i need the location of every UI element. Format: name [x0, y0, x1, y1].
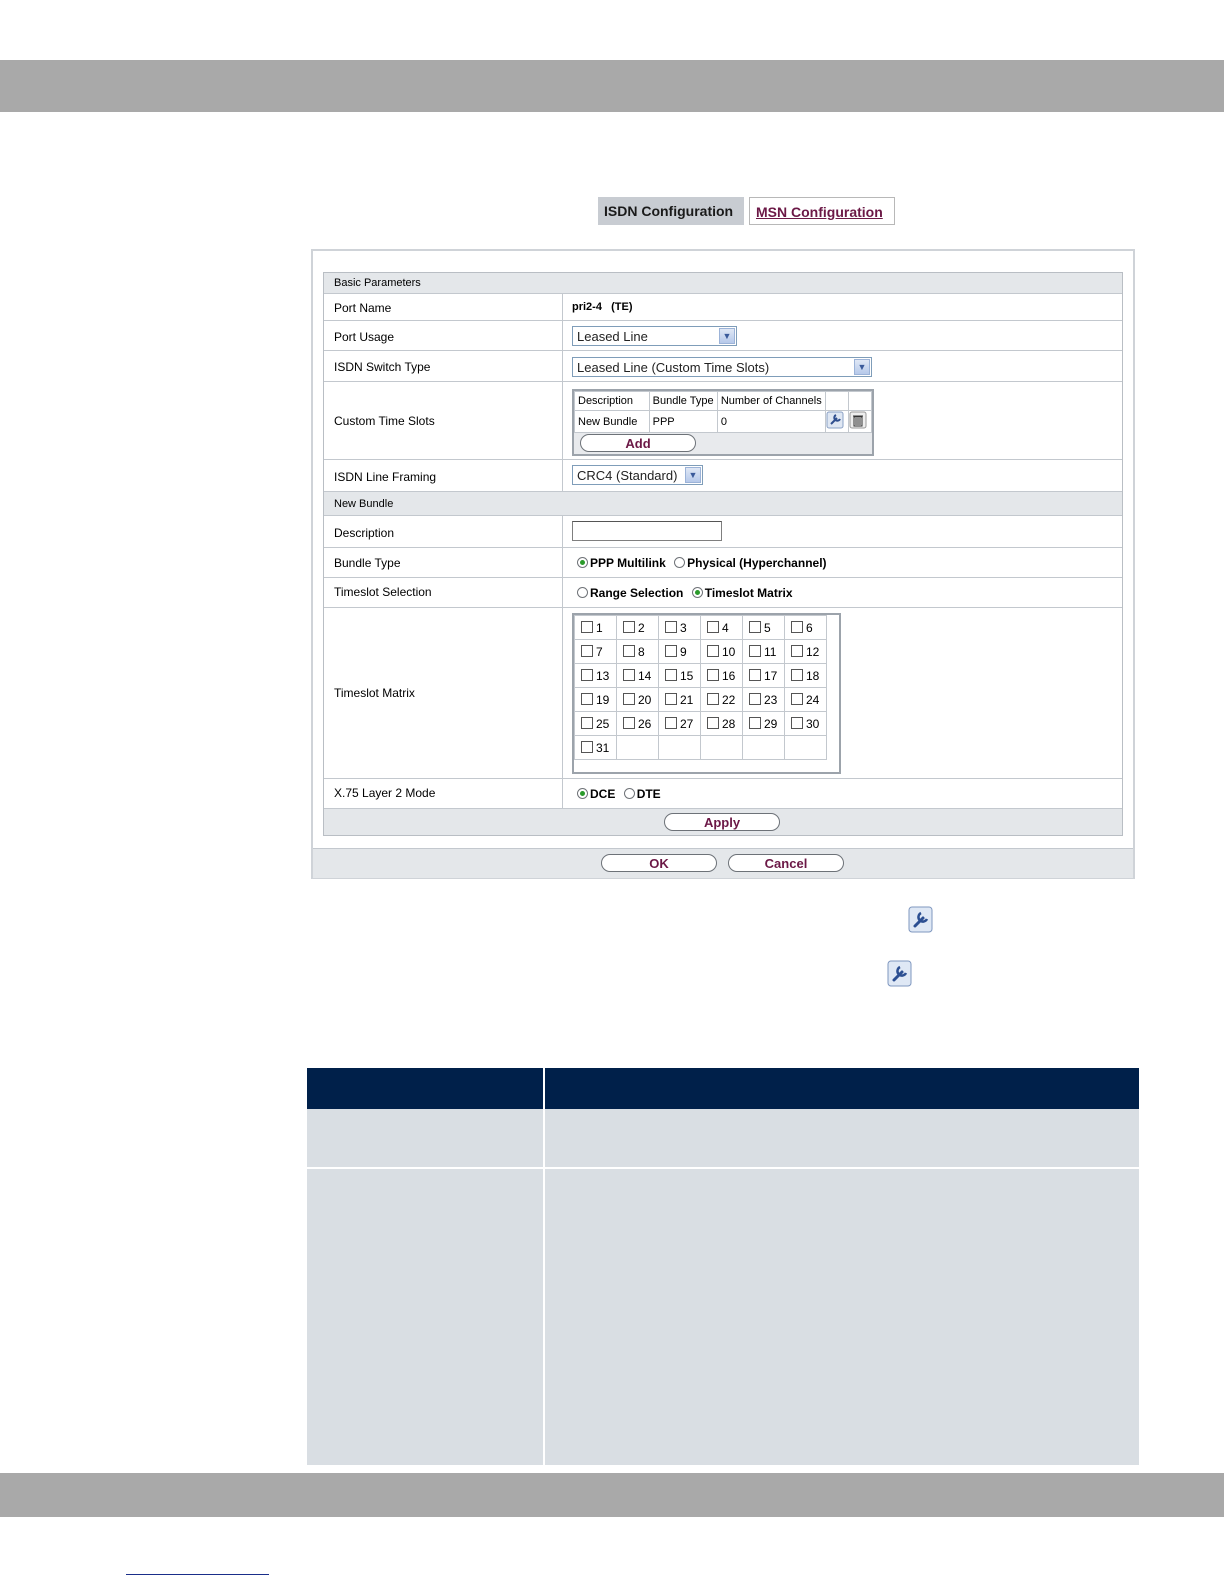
ppp-multilink-label: PPP Multilink — [590, 556, 666, 570]
timeslot-cell — [575, 712, 617, 736]
timeslot-cell — [743, 640, 785, 664]
timeslot-cell — [659, 688, 701, 712]
dte-label: DTE — [636, 787, 661, 801]
timeslot-cell — [659, 616, 701, 640]
timeslot-label: 23 — [764, 692, 778, 707]
wrench-edit-icon — [887, 960, 912, 987]
row-port-name — [324, 294, 1122, 321]
tab-isdn-configuration[interactable]: ISDN Configuration — [598, 197, 744, 225]
timeslot-cell — [701, 616, 743, 640]
edit-icon[interactable] — [826, 411, 844, 429]
physical-hyperchannel-radio[interactable] — [674, 557, 685, 568]
empty-cell — [785, 736, 827, 760]
port-name-value: pri2-4 (TE) — [572, 301, 633, 313]
range-selection-radio[interactable] — [577, 587, 588, 598]
column-header: Description — [575, 392, 650, 411]
apply-button[interactable]: Apply — [664, 813, 780, 831]
row-description — [324, 516, 1122, 548]
timeslot-label: 22 — [722, 692, 736, 707]
timeslot-label: 3 — [680, 620, 687, 635]
timeslot-cell — [743, 664, 785, 688]
top-band — [0, 60, 1224, 112]
timeslot-checkbox[interactable] — [749, 645, 761, 657]
timeslot-cell — [743, 616, 785, 640]
timeslot-checkbox[interactable] — [623, 645, 635, 657]
x75-layer2-mode-label: X.75 Layer 2 Mode — [334, 786, 436, 800]
dte-radio[interactable] — [624, 788, 635, 799]
timeslot-checkbox[interactable] — [665, 669, 677, 681]
timeslot-label: 26 — [638, 716, 652, 731]
isdn-switch-type-value: Leased Line (Custom Time Slots) — [577, 360, 770, 375]
table-row — [575, 411, 872, 433]
timeslot-matrix-grid — [572, 613, 841, 774]
add-button[interactable]: Add — [580, 434, 696, 452]
empty-cell — [701, 736, 743, 760]
table-cell — [307, 1169, 543, 1465]
isdn-line-framing-label: ISDN Line Framing — [334, 470, 437, 484]
timeslot-checkbox[interactable] — [581, 741, 593, 753]
timeslot-label: 29 — [764, 716, 778, 731]
cancel-button[interactable]: Cancel — [728, 854, 844, 872]
timeslot-checkbox[interactable] — [749, 693, 761, 705]
timeslot-checkbox[interactable] — [581, 669, 593, 681]
timeslot-checkbox[interactable] — [665, 645, 677, 657]
dce-label: DCE — [590, 787, 616, 801]
table-cell — [307, 1109, 543, 1167]
timeslot-selection-options — [577, 586, 798, 600]
timeslot-checkbox[interactable] — [791, 669, 803, 681]
timeslot-label: 13 — [596, 668, 610, 683]
timeslot-cell — [785, 616, 827, 640]
timeslot-cell — [617, 688, 659, 712]
timeslot-selection-label: Timeslot Selection — [334, 585, 432, 599]
timeslot-label: 25 — [596, 716, 610, 731]
section-basic-parameters — [324, 273, 1122, 294]
timeslot-cell — [743, 688, 785, 712]
timeslot-label: 15 — [680, 668, 694, 683]
timeslot-cell — [785, 688, 827, 712]
timeslot-label: 10 — [722, 644, 736, 659]
timeslot-checkbox[interactable] — [707, 717, 719, 729]
description-label: Description — [334, 526, 395, 540]
timeslot-label: 19 — [596, 692, 610, 707]
timeslot-checkbox[interactable] — [665, 693, 677, 705]
timeslot-checkbox[interactable] — [749, 669, 761, 681]
timeslot-label: 30 — [806, 716, 820, 731]
cell-bundle-type: PPP — [649, 411, 717, 433]
column-header: Number of Channels — [717, 392, 825, 411]
port-name-label: Port Name — [334, 301, 392, 315]
timeslot-cell — [617, 616, 659, 640]
cell-number-of-channels: 0 — [717, 411, 825, 433]
timeslot-cell — [785, 664, 827, 688]
physical-hyperchannel-label: Physical (Hyperchannel) — [687, 556, 827, 570]
section-title: Basic Parameters — [334, 277, 421, 289]
timeslot-checkbox[interactable] — [665, 621, 677, 633]
timeslot-checkbox[interactable] — [749, 621, 761, 633]
row-x75-layer2-mode — [324, 779, 1122, 809]
isdn-line-framing-value: CRC4 (Standard) — [577, 468, 678, 483]
row-bundle-type — [324, 548, 1122, 578]
table-header-description — [545, 1068, 1139, 1109]
timeslot-matrix-radio[interactable] — [692, 587, 703, 598]
wrench-edit-icon — [908, 906, 933, 933]
ok-button[interactable]: OK — [601, 854, 717, 872]
button-bar — [313, 848, 1133, 878]
bundle-type-label: Bundle Type — [334, 556, 401, 570]
table-cell — [545, 1169, 1139, 1465]
timeslot-cell — [701, 640, 743, 664]
bottom-band — [0, 1473, 1224, 1517]
timeslot-checkbox[interactable] — [791, 693, 803, 705]
timeslot-checkbox[interactable] — [707, 645, 719, 657]
timeslot-label: 28 — [722, 716, 736, 731]
empty-cell — [659, 736, 701, 760]
timeslot-cell — [701, 688, 743, 712]
timeslot-label: 27 — [680, 716, 694, 731]
timeslot-cell — [575, 664, 617, 688]
timeslot-label: 24 — [806, 692, 820, 707]
chevron-down-icon: ▼ — [719, 328, 735, 344]
timeslot-label: 7 — [596, 644, 603, 659]
row-isdn-line-framing — [324, 460, 1122, 492]
timeslot-label: 4 — [722, 620, 729, 635]
timeslot-checkbox[interactable] — [665, 717, 677, 729]
custom-time-slots-label: Custom Time Slots — [334, 414, 435, 428]
timeslot-matrix-row-label: Timeslot Matrix — [334, 686, 415, 700]
timeslot-label: 31 — [596, 740, 610, 755]
table-header-field — [307, 1068, 543, 1109]
timeslot-checkbox[interactable] — [623, 717, 635, 729]
timeslot-cell — [785, 640, 827, 664]
timeslot-label: 2 — [638, 620, 645, 635]
timeslot-cell — [785, 712, 827, 736]
timeslot-checkbox[interactable] — [581, 621, 593, 633]
timeslot-cell — [701, 712, 743, 736]
timeslot-checkbox[interactable] — [791, 645, 803, 657]
timeslot-cell — [701, 664, 743, 688]
column-header: Bundle Type — [649, 392, 717, 411]
timeslot-checkbox[interactable] — [623, 693, 635, 705]
timeslot-checkbox[interactable] — [581, 645, 593, 657]
timeslot-checkbox[interactable] — [791, 717, 803, 729]
footnote-rule — [126, 1574, 269, 1575]
timeslot-cell — [575, 688, 617, 712]
isdn-switch-type-label: ISDN Switch Type — [334, 360, 431, 374]
timeslot-checkbox[interactable] — [707, 621, 719, 633]
tab-msn-configuration[interactable]: MSN Configuration — [749, 197, 895, 225]
timeslot-checkbox[interactable] — [707, 693, 719, 705]
timeslot-checkbox[interactable] — [581, 717, 593, 729]
chevron-down-icon: ▼ — [685, 467, 701, 483]
timeslot-label: 9 — [680, 644, 687, 659]
timeslot-label: 20 — [638, 692, 652, 707]
timeslot-checkbox[interactable] — [749, 717, 761, 729]
cell-description: New Bundle — [575, 411, 650, 433]
timeslot-cell — [617, 712, 659, 736]
port-usage-value: Leased Line — [577, 329, 648, 344]
bundle-type-options — [577, 556, 832, 570]
timeslot-label: 12 — [806, 644, 820, 659]
timeslot-cell — [743, 712, 785, 736]
isdn-line-framing-select[interactable] — [572, 465, 703, 485]
timeslot-matrix-label: Timeslot Matrix — [704, 586, 793, 600]
port-usage-select[interactable] — [572, 326, 737, 346]
timeslot-label: 17 — [764, 668, 778, 683]
range-selection-label: Range Selection — [590, 586, 684, 600]
section-title: New Bundle — [334, 498, 394, 510]
timeslot-cell — [659, 664, 701, 688]
timeslot-label: 11 — [764, 644, 777, 659]
timeslot-checkbox[interactable] — [707, 669, 719, 681]
timeslot-cell — [617, 664, 659, 688]
empty-cell — [617, 736, 659, 760]
timeslot-cell — [575, 640, 617, 664]
isdn-switch-type-select[interactable] — [572, 357, 872, 377]
timeslot-label: 8 — [638, 644, 645, 659]
timeslot-label: 5 — [764, 620, 771, 635]
timeslot-label: 6 — [806, 620, 813, 635]
row-timeslot-selection — [324, 578, 1122, 608]
timeslot-checkbox[interactable] — [623, 621, 635, 633]
dce-radio[interactable] — [577, 788, 588, 799]
section-new-bundle — [324, 492, 1122, 516]
timeslot-checkbox[interactable] — [623, 669, 635, 681]
timeslot-label: 21 — [680, 692, 694, 707]
timeslot-label: 14 — [638, 668, 652, 683]
timeslot-checkbox[interactable] — [581, 693, 593, 705]
timeslot-checkbox[interactable] — [791, 621, 803, 633]
timeslot-label: 16 — [722, 668, 736, 683]
timeslot-label: 18 — [806, 668, 820, 683]
port-usage-label: Port Usage — [334, 330, 395, 344]
description-input[interactable] — [572, 521, 722, 541]
ppp-multilink-radio[interactable] — [577, 557, 588, 568]
empty-cell — [743, 736, 785, 760]
timeslot-cell — [575, 616, 617, 640]
timeslot-label: 1 — [596, 620, 603, 635]
table-cell — [545, 1109, 1139, 1167]
timeslot-cell — [575, 736, 617, 760]
timeslot-cell — [659, 640, 701, 664]
timeslot-cell — [617, 640, 659, 664]
chevron-down-icon: ▼ — [854, 359, 870, 375]
trash-icon[interactable] — [849, 411, 867, 429]
timeslot-cell — [659, 712, 701, 736]
x75-layer2-mode-options — [577, 787, 666, 801]
